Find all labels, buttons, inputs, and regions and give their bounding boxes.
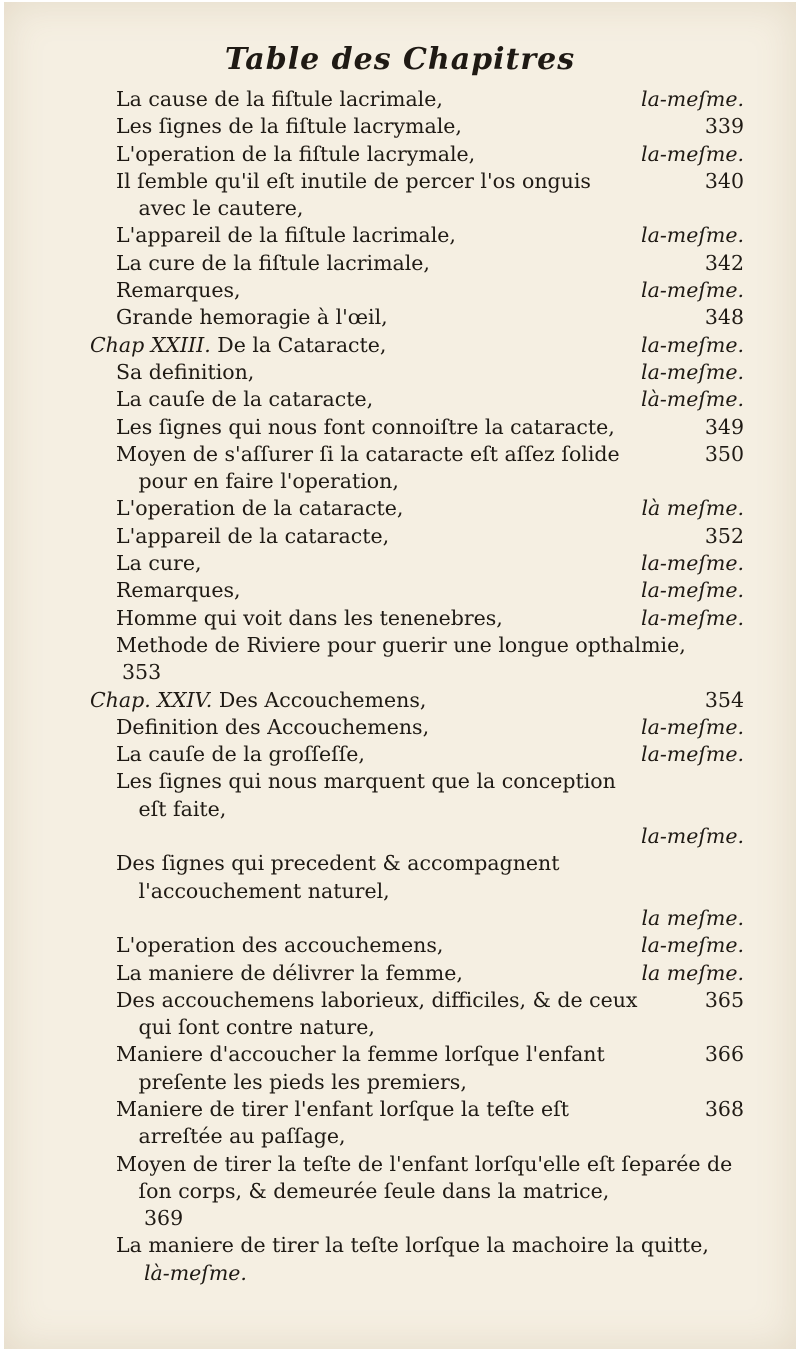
page-reference: 365 [704,987,744,1012]
page-reference: la-meſme. [641,87,744,111]
toc-entry [116,768,744,850]
page-reference: 348 [704,305,744,330]
entry-text: Homme qui voit dans les tenenebres, [116,605,503,630]
page-reference: la-meſme. [641,551,744,576]
entry-text: L'operation des accouchemens, [116,933,444,958]
entry-text: La cauſe de la groſſeſſe, [116,742,365,767]
page-title: Table des Chapitres [224,42,576,77]
toc-entry [116,714,744,741]
chapter-heading [90,687,744,714]
entry-text: Definition des Accouchemens, [116,714,430,739]
entry-text: L'appareil de la cataracte, [116,523,390,548]
entry-text: Methode de Riviere pour guerir une longue opthalmie, [116,632,686,657]
page-reference: la-meſme. [641,223,744,248]
toc-entry [116,1151,744,1233]
toc-entry [116,1041,744,1096]
entry-text: Les ſignes qui nous font connoiſtre la cataracte, [116,414,615,439]
toc-entry [116,495,744,522]
toc-entry [116,277,744,304]
table-of-contents [90,86,744,1287]
entry-text: Grande hemoragie à l'œil, [116,305,388,330]
page-reference: la-meſme. [641,578,744,603]
toc-entry [116,86,744,113]
page-reference: 352 [704,523,744,548]
toc-entry [116,960,744,987]
entry-text: L'operation de la cataracte, [116,496,404,521]
entry-text: L'operation de la fiſtule lacrymale, [116,141,476,166]
chapter-title: Des Accouchemens, [218,687,427,712]
entry-text: L'appareil de la fiſtule lacrimale, [116,223,456,248]
toc-entry [116,168,744,223]
entry-text: Les ſignes de la fiſtule lacrymale, [116,114,462,139]
page-reference: la-meſme. [641,605,744,630]
entry-text: Moyen de tirer la teſte de l'enfant lorſqu'elle eſt ſeparée de ſon corps, & demeurée ſeule dans la matrice, [116,1151,733,1203]
entry-text: Remarques, [116,278,241,303]
page-reference: la-meſme. [641,141,744,166]
toc-entry [116,741,744,768]
entry-text: La cure, [116,551,202,576]
entry-text: Des ſignes qui precedent & accompagnent l'accouchement naturel, [116,851,560,903]
toc-entry [116,1096,744,1151]
page-reference: 350 [704,441,744,466]
page-reference: 366 [704,1042,744,1067]
page-reference: la-meſme. [641,278,744,303]
page-reference: la-meſme. [641,933,744,958]
entry-text: Les ſignes qui nous marquent que la conception eſt faite, [116,769,616,821]
page-reference: 342 [704,250,744,275]
toc-entry [116,850,744,932]
chapter-label: Chap. XXIV. [90,687,213,712]
page-reference: la-meſme. [641,714,744,739]
page-reference: 353 [122,660,162,685]
entry-text: Remarques, [116,578,241,603]
toc-entry [116,222,744,249]
toc-entry [116,605,744,632]
toc-entry [116,441,744,496]
page-reference: 369 [144,1206,184,1231]
toc-entry [116,1232,744,1287]
toc-entry [116,113,744,140]
page-reference: la meſme. [641,905,744,930]
page-reference: la-meſme. [641,742,744,767]
page-reference: 349 [704,414,744,439]
toc-entry [116,141,744,168]
toc-entry [116,577,744,604]
entry-text: Des accouchemens laborieux, difficiles, & de ceux qui ſont contre nature, [116,987,638,1040]
toc-entry [116,250,744,277]
page-reference: la-meſme. [641,359,744,384]
toc-entry [116,386,744,413]
toc-entry [116,414,744,441]
toc-entry [116,932,744,959]
toc-entry [116,550,744,577]
entry-text: Moyen de s'aſſurer ſi la cataracte eſt aſſez ſolide pour en faire l'operation, [116,441,620,494]
entry-text: La maniere de tirer la teſte lorſque la machoire la quitte, [116,1233,709,1258]
page-reference: là meſme. [641,496,744,521]
book-page [4,2,796,1349]
toc-entry [116,523,744,550]
toc-entry [116,632,744,687]
entry-text: La cause de la fiſtule lacrimale, [116,87,443,111]
toc-entry [116,304,744,331]
entry-text: La cauſe de la cataracte, [116,387,374,412]
toc-entry [116,359,744,386]
page-reference: la meſme. [641,960,744,985]
chapter-heading [90,332,744,359]
chapter-title: De la Cataracte, [217,332,387,357]
page-reference: 368 [704,1096,744,1121]
entry-text: Maniere de tirer l'enfant lorſque la teſte eſt arreſtée au paſſage, [116,1096,570,1149]
page-reference: là-meſme. [144,1260,247,1285]
page-reference: 354 [704,687,744,712]
entry-text: Sa definition, [116,359,255,384]
page-reference: 340 [704,168,744,193]
entry-text: La cure de la fiſtule lacrimale, [116,250,430,275]
page-reference: la-meſme. [641,824,744,849]
entry-text: Maniere d'accoucher la femme lorſque l'enfant preſente les pieds les premiers, [116,1042,605,1094]
entry-text: Il ſemble qu'il eſt inutile de percer l'os onguis avec le cautere, [116,168,591,221]
entry-text: La maniere de délivrer la femme, [116,960,463,985]
page-reference: la-meſme. [641,332,744,357]
page-reference: 339 [704,114,744,139]
toc-entry [116,987,744,1042]
page-reference: là-meſme. [641,387,744,412]
chapter-label: Chap XXIII. [90,332,211,357]
